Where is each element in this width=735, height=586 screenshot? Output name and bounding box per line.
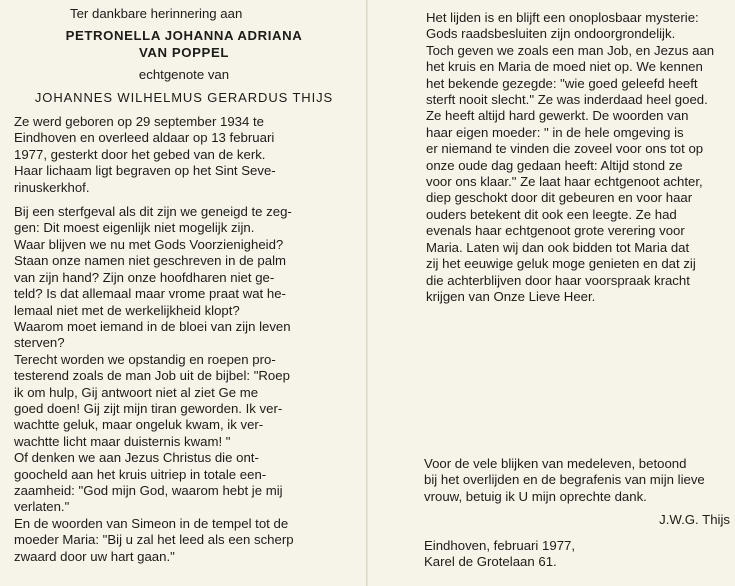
text-line: Eindhoven en overleed aldaar op 13 februari <box>14 130 275 146</box>
text-line: Maria. Laten wij dan ook bidden tot Maria dat <box>426 239 690 255</box>
text-line: sterft nooit slecht." Ze was inderdaad heel goed. <box>426 92 708 108</box>
spouse-intro: echtgenote van <box>138 67 230 83</box>
spouse-name: JOHANNES WILHELMUS GERARDUS THIJS <box>34 89 334 105</box>
reflection-paragraph <box>14 204 354 565</box>
signature: J.W.G. Thijs <box>659 512 730 527</box>
thanks-block <box>424 456 732 505</box>
text-line: diep geschokt door dit gebeuren en voor haar <box>426 190 693 206</box>
header-text: Ter dankbare herinnering aan <box>70 6 243 21</box>
closing-block <box>424 538 732 571</box>
text-line: vrouw, betuig ik U mijn oprechte dank. <box>424 488 647 504</box>
text-line: Gods raadsbesluiten zijn ondoorgrondelijk. <box>426 26 676 42</box>
text-line: Haar lichaam ligt begraven op het Sint Seve- <box>14 163 276 179</box>
text-line: sterven? <box>14 335 65 351</box>
text-line: krijgen van Onze Lieve Heer. <box>426 288 596 304</box>
text-line: En de woorden van Simeon in de tempel tot de <box>14 515 289 531</box>
text-line: ik om hulp, Gij antwoort niet al ziet Ge me <box>14 384 259 400</box>
text-line: Ze werd geboren op 29 september 1934 te <box>14 114 264 130</box>
text-line: Bij een sterfgeval als dit zijn we geneigd te zeg- <box>14 204 292 220</box>
text-line: wachtte licht maar duisternis kwam! " <box>14 433 231 449</box>
deceased-name-line2: VAN POPPEL <box>138 44 230 60</box>
text-line: voor ons klaar." Ze laat haar echtgenoot achter, <box>426 174 703 190</box>
text-line: zaamheid: "God mijn God, waarom hebt je mij <box>14 482 283 498</box>
text-line: Voor de vele blijken van medeleven, betoond <box>424 456 687 471</box>
mystery-paragraph <box>426 10 735 305</box>
text-line: Het lijden is en blijft een onoplosbaar mysterie: <box>426 10 699 25</box>
left-page <box>14 6 354 565</box>
text-line: die achterblijven door haar voorspraak kracht <box>426 272 690 288</box>
card-fold <box>366 0 368 586</box>
text-line: Waarom moet iemand in de bloei van zijn leven <box>14 318 291 334</box>
text-line: zij het eeuwige geluk moge genieten en dat zij <box>426 256 696 272</box>
text-line: haar eigen moeder: " in de hele omgeving is <box>426 124 684 140</box>
text-line: ouders betekent dit ook een leegte. Ze had <box>426 206 677 222</box>
text-line: 1977, gesterkt door het gebed van de kerk. <box>14 146 266 162</box>
text-line: er niemand te vinden die zoveel voor ons tot op <box>426 141 704 157</box>
text-line: evenals haar echtgenoot grote verering voor <box>426 223 685 239</box>
text-line: goocheld aan het kruis uitriep in totale een- <box>14 466 267 482</box>
text-line: Terecht worden we opstandig en roepen pro- <box>14 351 276 367</box>
deceased-name-line1: PETRONELLA JOHANNA ADRIANA <box>65 28 303 44</box>
text-line: Of denken we aan Jezus Christus die ont- <box>14 450 259 466</box>
place-date: Eindhoven, februari 1977, <box>424 538 576 553</box>
address: Karel de Grotelaan 61. <box>424 554 557 570</box>
text-line: Ze heeft altijd hard gewerkt. De woorden van <box>426 108 689 124</box>
text-line: Waar blijven we nu met Gods Voorzienigheid? <box>14 236 284 252</box>
text-line: Toch geven we zoals een man Job, en Jezus aan <box>426 42 715 58</box>
text-line: van zijn hand? Zijn onze hoofdharen niet ge- <box>14 269 275 285</box>
text-line: zwaard door uw hart gaan." <box>14 548 175 564</box>
text-line: Staan onze namen niet geschreven in de palm <box>14 253 286 269</box>
text-line: lemaal niet met de werkelijkheid klopt? <box>14 302 240 318</box>
text-line: gen: Dit moest eigenlijk niet mogelijk zijn. <box>14 220 255 236</box>
text-line: goed doen! Gij zijt mijn tiran geworden. Ik ver- <box>14 400 283 416</box>
text-line: moeder Maria: "Bij u zal het leed als een scherp <box>14 532 294 548</box>
text-line: het kruis en Maria de moed niet op. We kennen <box>426 59 703 75</box>
text-line: teld? Is dat allemaal maar vrome praat wat he- <box>14 286 286 302</box>
text-line: het bekende gezegde: "wie goed geleefd heeft <box>426 75 698 91</box>
right-page <box>426 10 735 305</box>
text-line: verlaten." <box>14 499 70 515</box>
biography-paragraph <box>14 114 354 196</box>
text-line: testerend zoals de man Job uit de bijbel: "Roep <box>14 368 290 384</box>
text-line: bij het overlijden en de begrafenis van mijn lieve <box>424 472 705 488</box>
text-line: rinuskerkhof. <box>14 179 90 195</box>
text-line: onze oude dag gedaan heeft: Altijd stond ze <box>426 157 683 173</box>
text-line: wachtte geluk, maar ongeluk kwam, ik ver- <box>14 417 264 433</box>
